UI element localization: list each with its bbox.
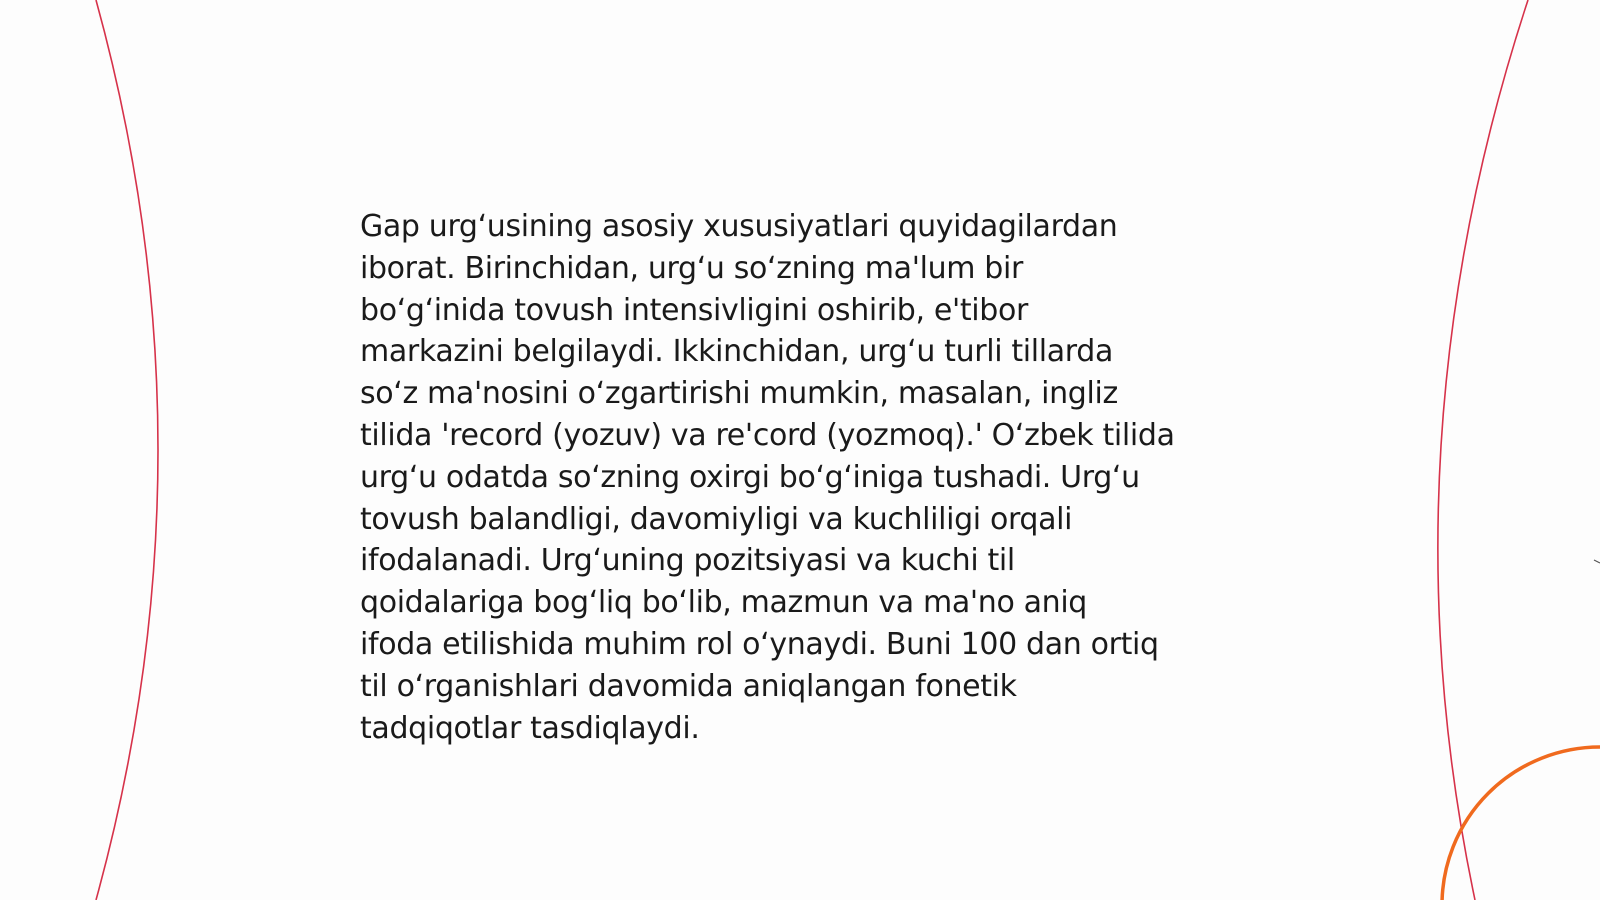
right-arc-decoration — [1438, 0, 1528, 900]
slide-body-text: Gap urg‘usining asosiy xususiyatlari quyidagilardan iborat. Birinchidan, urg‘u so‘zning ma'lum bir bo‘g‘inida tovush intensivligini oshirib, e'tibor markazini belgilaydi. Ikkinchidan, urg‘u turli tillarda so‘z ma'nosini o‘zgartirishi mumkin, masalan, ingliz tilida 'record (yozuv) va re'cord (yozmoq).' O‘zbek tilida urg‘u odatda so‘zning oxirgi bo‘g‘iniga tushadi. Urg‘u tovush balandligi, davomiyligi va kuchliligi orqali ifodalanadi. Urg‘uning pozitsiyasi va kuchi til qoidalariga bog‘liq bo‘lib, mazmun va ma'no aniq ifoda etilishida muhim rol o‘ynaydi. Buni 100 dan ortiq til o‘rganishlari davomida aniqlangan fonetik tadqiqotlar tasdiqlaydi. — [360, 209, 1175, 746]
left-arc-decoration — [96, 0, 158, 900]
corner-circle-decoration — [1442, 747, 1600, 900]
right-edge-tick-decoration — [1594, 560, 1600, 563]
